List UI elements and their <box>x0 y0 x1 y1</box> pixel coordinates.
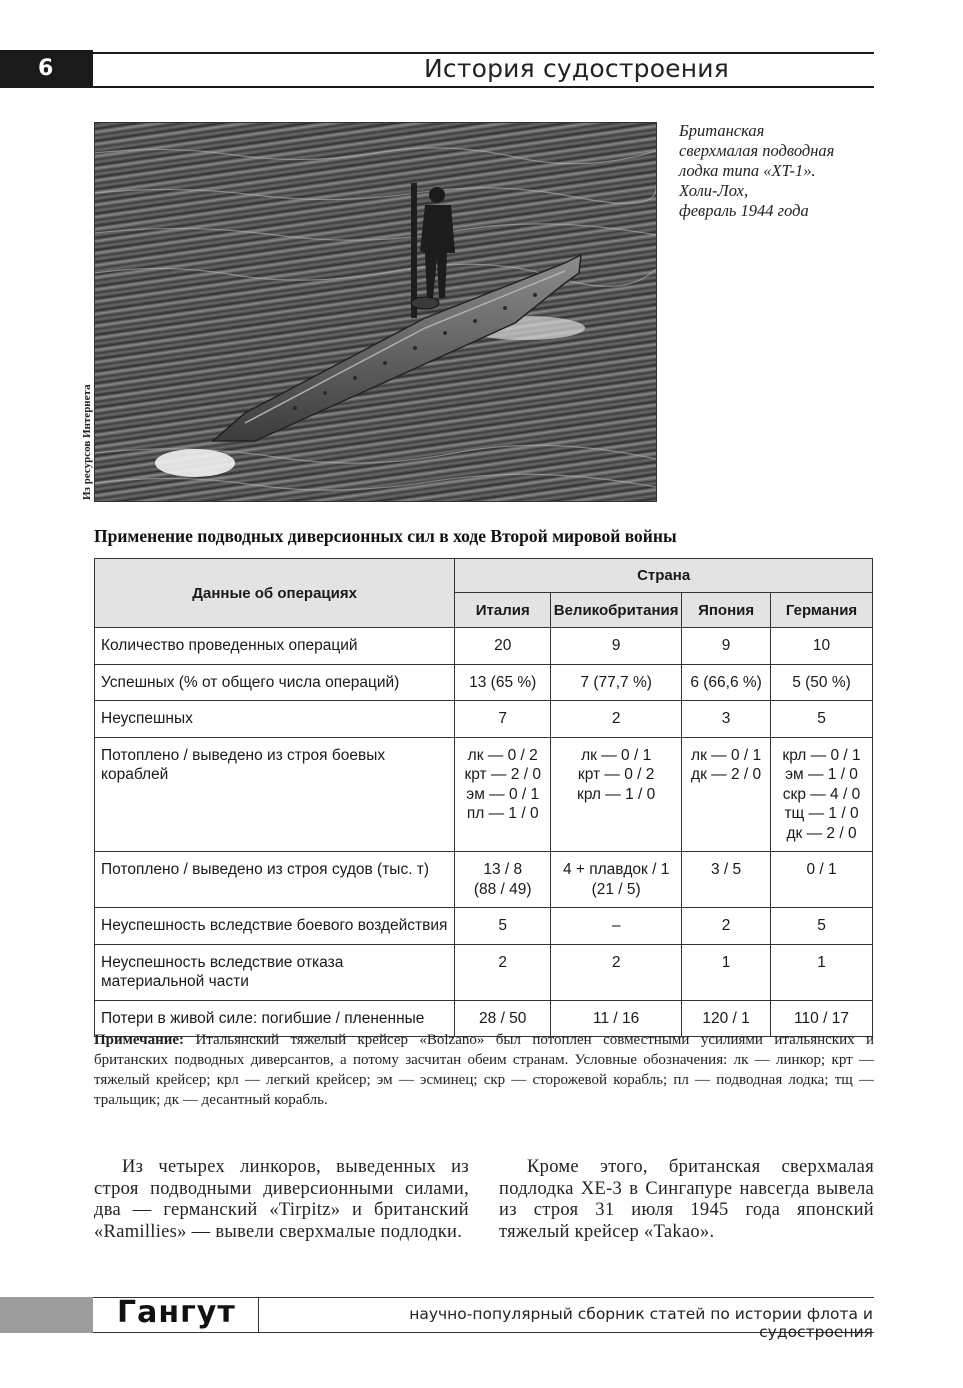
country-header: Великобритания <box>551 593 682 628</box>
caption-line: Британская <box>679 121 765 140</box>
caption-line: лодка типа «XT-1». <box>679 161 816 180</box>
cell-value: 2 <box>455 944 551 1000</box>
cell-value: 0 / 1 <box>771 852 873 908</box>
cell-value: 13 / 8 (88 / 49) <box>455 852 551 908</box>
row-label: Потоплено / выведено из строя судов (тыс. т) <box>95 852 455 908</box>
body-column-right: Кроме этого, британская сверхмалая подлодка XE-3 в Сингапуре навсегда вывела из строя 31 июля 1945 года японский тяжелый крейсер «Takao». <box>499 1157 874 1242</box>
cell-value: 5 (50 %) <box>771 664 873 701</box>
cell-value: 1 <box>771 944 873 1000</box>
table-row <box>95 944 873 1000</box>
country-header: Германия <box>771 593 873 628</box>
header-rule <box>93 86 874 88</box>
cell-value: лк — 0 / 2 крт — 2 / 0 эм — 0 / 1 пл — 1 / 0 <box>455 737 551 852</box>
cell-value: 2 <box>551 944 682 1000</box>
cell-value: 3 / 5 <box>682 852 771 908</box>
cell-value: 20 <box>455 628 551 665</box>
footer-bar <box>0 1297 93 1333</box>
caption-line: сверхмалая подводная <box>679 141 835 160</box>
footer-divider <box>258 1298 259 1332</box>
running-title: История судостроения <box>423 54 729 83</box>
cell-value: 7 <box>455 701 551 738</box>
photo-credit: Из ресурсов Интернета <box>81 384 93 500</box>
cell-value: 3 <box>682 701 771 738</box>
country-group-header: Страна <box>455 559 873 593</box>
table-row <box>95 737 873 852</box>
cell-value: лк — 0 / 1 дк — 2 / 0 <box>682 737 771 852</box>
row-label: Потери в живой силе: погибшие / плененные <box>95 1000 455 1037</box>
page-number: 6 <box>38 56 54 81</box>
cell-value: 9 <box>682 628 771 665</box>
footer-tagline: научно-популярный сборник статей по истории флота и судостроения <box>409 1305 873 1341</box>
row-label: Потоплено / выведено из строя боевых кораблей <box>95 737 455 852</box>
row-label: Успешных (% от общего числа операций) <box>95 664 455 701</box>
table-title: Применение подводных диверсионных сил в ходе Второй мировой войны <box>94 526 677 546</box>
cell-value: 120 / 1 <box>682 1000 771 1037</box>
cell-value: 5 <box>455 908 551 945</box>
caption-line: февраль 1944 года <box>679 201 809 220</box>
cell-value: 110 / 17 <box>771 1000 873 1037</box>
note-text: Итальянский тяжелый крейсер «Bolzano» был потоплен совместными усилиями итальянских и британских подводных диверсантов, а потому засчитан обеим странам. Условные обозначения: лк — линкор; крт — тяжелый крейсер; крл — легкий крейсер; эм — эсминец; скр — сторожевой корабль; пл — подводная лодка; тщ — тральщик; дк — десантный корабль. <box>94 1032 875 1108</box>
row-label: Количество проведенных операций <box>95 628 455 665</box>
photo-caption <box>679 121 879 221</box>
operations-table <box>94 558 873 1037</box>
row-header: Данные об операциях <box>95 559 455 628</box>
table-note <box>94 1030 874 1110</box>
body-column-left: Из четырех линкоров, выведенных из строя подводными диверсионными силами, два — германский «Tirpitz» и британский «Ramillies» — вывели сверхмалые подлодки. <box>94 1157 469 1242</box>
table-row <box>95 628 873 665</box>
cell-value: 10 <box>771 628 873 665</box>
country-header: Италия <box>455 593 551 628</box>
row-label: Неуспешность вследствие отказа материальной части <box>95 944 455 1000</box>
submarine-photo <box>94 122 657 502</box>
journal-logo: Гангут <box>117 1295 236 1330</box>
table-row <box>95 701 873 738</box>
country-header: Япония <box>682 593 771 628</box>
cell-value: 6 (66,6 %) <box>682 664 771 701</box>
row-label: Неуспешных <box>95 701 455 738</box>
cell-value: 4 + плавдок / 1 (21 / 5) <box>551 852 682 908</box>
cell-value: 2 <box>551 701 682 738</box>
row-label: Неуспешность вследствие боевого воздействия <box>95 908 455 945</box>
cell-value: 9 <box>551 628 682 665</box>
table-row <box>95 664 873 701</box>
cell-value: 5 <box>771 908 873 945</box>
cell-value: 2 <box>682 908 771 945</box>
submarine-illustration <box>95 123 656 501</box>
caption-line: Холи-Лох, <box>679 181 749 200</box>
cell-value: 11 / 16 <box>551 1000 682 1037</box>
cell-value: – <box>551 908 682 945</box>
cell-value: 13 (65 %) <box>455 664 551 701</box>
cell-value: 5 <box>771 701 873 738</box>
note-label: Примечание: <box>94 1032 185 1048</box>
cell-value: 1 <box>682 944 771 1000</box>
cell-value: крл — 0 / 1 эм — 1 / 0 скр — 4 / 0 тщ — 1 / 0 дк — 2 / 0 <box>771 737 873 852</box>
table-row <box>95 908 873 945</box>
cell-value: 28 / 50 <box>455 1000 551 1037</box>
cell-value: 7 (77,7 %) <box>551 664 682 701</box>
cell-value: лк — 0 / 1 крт — 0 / 2 крл — 1 / 0 <box>551 737 682 852</box>
table-row <box>95 852 873 908</box>
